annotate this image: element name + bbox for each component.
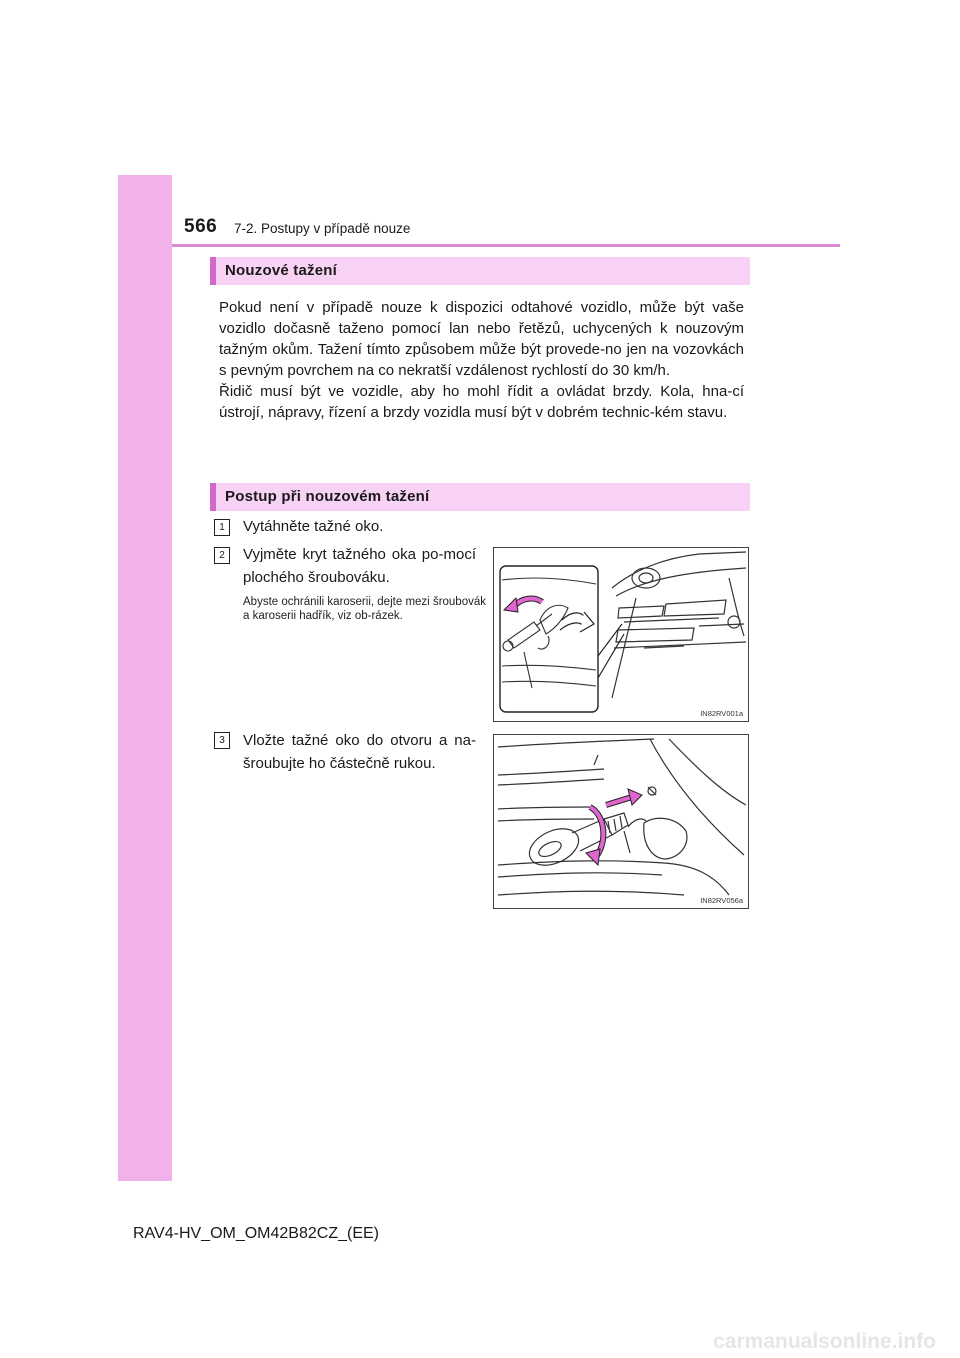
paragraph: Řidič musí být ve vozidle, aby ho mohl řídit a ovládat brzdy. Kola, hna-cí ústrojí, nápravy, řízení a brzdy vozidla musí být v dobrém technic-kém stavu. <box>219 383 744 421</box>
body-text <box>219 297 744 423</box>
chapter-sidebar-tab <box>118 175 172 1181</box>
remove-cover-illustration <box>494 548 748 721</box>
step-note: Abyste ochránili karoserii, dejte mezi šroubovák a karoserii hadřík, viz ob-rázek. <box>243 596 486 622</box>
page-number: 566 <box>184 216 218 237</box>
section-title: Postup při nouzovém tažení <box>225 488 430 505</box>
step-text: Vložte tažné oko do otvoru a na-šroubujte ho částečně rukou. <box>243 732 476 772</box>
section-header-procedure <box>210 483 750 511</box>
figure-code: IN82RV001a <box>700 709 743 718</box>
header-divider <box>172 244 840 247</box>
section-title: Nouzové tažení <box>225 262 337 279</box>
paragraph: Pokud není v případě nouze k dispozici odtahové vozidlo, může být vaše vozidlo dočasně taženo pomocí lan nebo řetězů, uchycených k nouzovým tažným okům. Tažení tímto způsobem může být provede-no jen na vozovkách s pevným povrchem na co nekratší vzdálenost rychlostí do 30 km/h. <box>219 299 744 379</box>
watermark-brand: carmanualsonline.info <box>713 1330 936 1353</box>
step-text: Vyjměte kryt tažného oka po-mocí plochého šroubováku. <box>243 546 476 586</box>
insert-tow-eye-illustration <box>494 735 748 908</box>
figure-code: IN82RV056a <box>700 896 743 905</box>
figure-insert-tow-eye <box>493 734 749 909</box>
step-number-badge: 3 <box>214 732 230 749</box>
chapter-title: 7-2. Postupy v případě nouze <box>234 221 411 236</box>
figure-remove-cover <box>493 547 749 722</box>
step-number-badge: 1 <box>214 519 230 536</box>
step-text: Vytáhněte tažné oko. <box>243 518 384 535</box>
section-header-emergency-towing <box>210 257 750 285</box>
step-number-badge: 2 <box>214 547 230 564</box>
document-code: RAV4-HV_OM_OM42B82CZ_(EE) <box>133 1225 379 1242</box>
